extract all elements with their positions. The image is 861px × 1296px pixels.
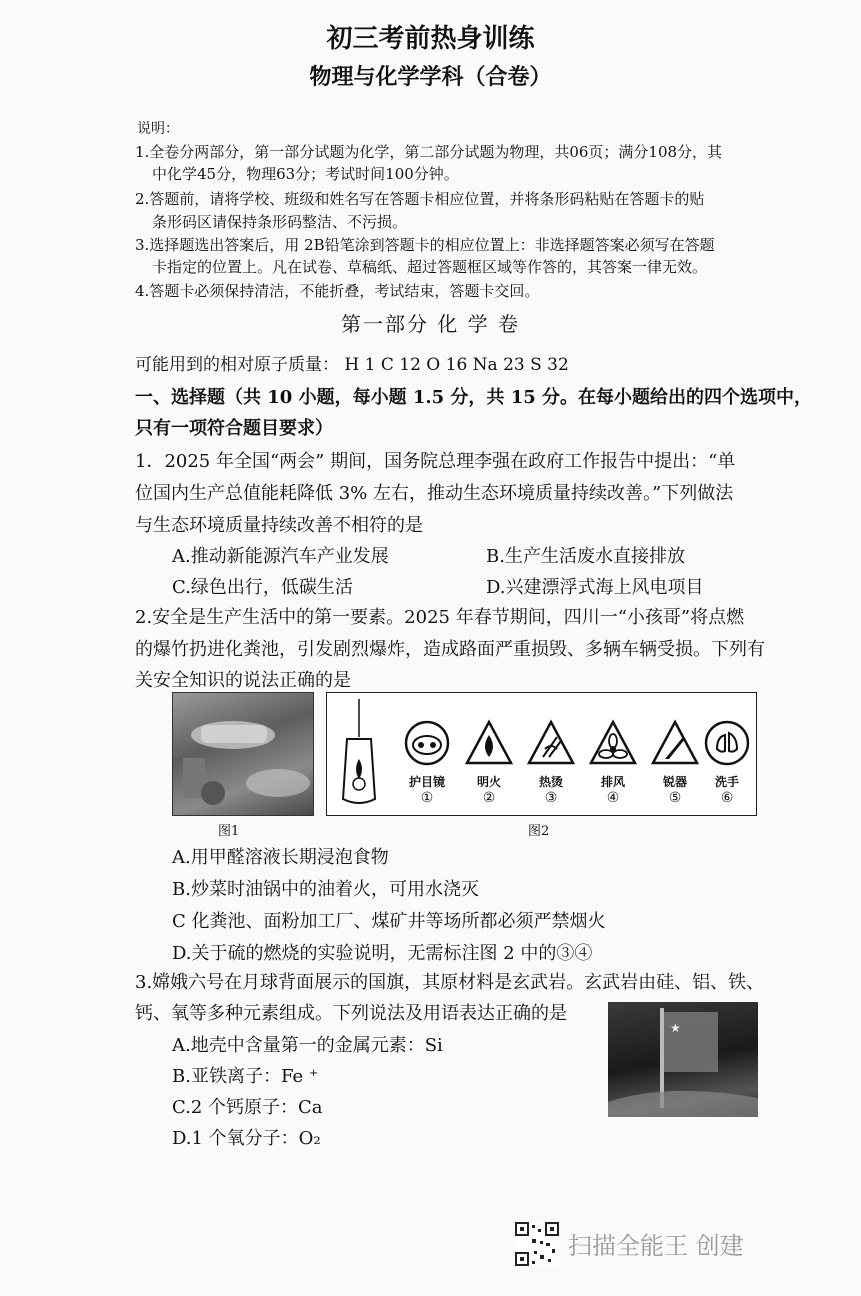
question-1-stem: 1．2025 年全国“两会” 期间，国务院总理李强在政府工作报告中提出：“单	[135, 451, 736, 472]
svg-text:★: ★	[670, 1021, 681, 1035]
q3-option-a: A.地壳中含量第一的金属元素：Si	[172, 1035, 443, 1056]
icon-label: 排风	[600, 775, 625, 789]
question-1-stem: 与生态环境质量持续改善不相符的是	[135, 515, 423, 536]
atomic-masses: 可能用到的相对原子质量： H 1 C 12 O 16 Na 23 S 32	[135, 355, 569, 375]
section-heading-cont: 只有一项符合题目要求）	[135, 418, 333, 439]
icon-label: 洗手	[714, 775, 739, 789]
question-3-stem: 3.嫦娥六号在月球背面展示的国旗，其原材料是玄武岩。玄武岩由硅、铝、铁、	[135, 972, 765, 993]
alcohol-lamp-icon	[335, 699, 383, 809]
note-line: 2.答题前，请将学校、班级和姓名写在答题卡相应位置，并将条形码粘贴在答题卡的贴	[135, 190, 705, 208]
flame-icon	[465, 719, 513, 767]
wash-hands-icon	[703, 719, 751, 767]
note-line: 条形码区请保持条形码整洁、不污损。	[152, 213, 408, 231]
goggles-icon	[403, 719, 451, 767]
section-heading: 一、选择题（共 10 小题，每小题 1.5 分，共 15 分。在每小题给出的四个选项中，	[135, 387, 813, 408]
sharp-icon	[651, 719, 699, 767]
q3-option-b: B.亚铁离子：Fe ⁺	[172, 1066, 319, 1087]
note-line: 3.选择题选出答案后，用 2B铅笔涂到答题卡的相应位置上：非选择题答案必须写在答题	[135, 236, 715, 254]
q2-option-b: B.炒菜时油锅中的油着火，可用水浇灭	[172, 879, 479, 900]
icon-number: ③	[544, 790, 558, 806]
notes-heading: 说明：	[137, 121, 179, 137]
question-2-stem: 的爆竹扔进化粪池，引发剧烈爆炸，造成路面严重损毁、多辆车辆受损。下列有	[135, 639, 765, 660]
icon-number: ②	[482, 790, 496, 806]
q1-option-c: C.绿色出行，低碳生活	[172, 577, 353, 598]
icon-number: ①	[420, 790, 434, 806]
fan-icon	[589, 719, 637, 767]
icon-label: 明火	[476, 775, 501, 789]
q3-option-c: C.2 个钙原子：Ca	[172, 1097, 323, 1118]
q3-option-d: D.1 个氧分子：O₂	[172, 1128, 321, 1149]
watermark-text: 扫描全能王 创建	[568, 1232, 744, 1260]
page-title: 初三考前热身训练	[326, 24, 535, 54]
qr-code-icon	[515, 1222, 559, 1266]
note-line: 4.答题卡必须保持清洁，不能折叠，考试结束，答题卡交回。	[135, 282, 540, 300]
note-line: 中化学45分，物理63分；考试时间100分钟。	[152, 165, 459, 183]
q1-option-d: D.兴建漂浮式海上风电项目	[486, 577, 704, 598]
icon-number: ⑤	[668, 790, 682, 806]
q1-option-a: A.推动新能源汽车产业发展	[172, 546, 389, 567]
part-title: 第一部分 化 学 卷	[340, 312, 521, 336]
page-subtitle: 物理与化学学科（合卷）	[309, 65, 552, 90]
q2-option-d: D.关于硫的燃烧的实验说明，无需标注图 2 中的③④	[172, 943, 593, 964]
icon-number: ④	[606, 790, 620, 806]
q2-option-c: C 化粪池、面粉加工厂、煤矿井等场所都必须严禁烟火	[172, 911, 606, 932]
q2-option-a: A.用甲醛溶液长期浸泡食物	[172, 847, 389, 868]
icon-number: ⑥	[720, 790, 734, 806]
question-3-stem: 钙、氧等多种元素组成。下列说法及用语表达正确的是	[135, 1003, 567, 1024]
note-line: 卡指定的位置上。凡在试卷、草稿纸、超过答题框区域等作答的，其答案一律无效。	[152, 258, 708, 276]
icon-label: 锐器	[662, 775, 687, 789]
question-1-stem: 位国内生产总值能耗降低 3% 左右，推动生态环境质量持续改善。”下列做法	[135, 483, 734, 504]
hot-icon	[527, 719, 575, 767]
question-2-stem: 2.安全是生产生活中的第一要素。2025 年春节期间，四川一“小孩哥”将点燃	[135, 607, 745, 628]
note-line: 1.全卷分两部分，第一部分试题为化学，第二部分试题为物理，共06页；满分108分，其	[135, 143, 723, 161]
q1-option-b: B.生产生活废水直接排放	[486, 546, 685, 567]
figure-1-photo	[172, 692, 314, 816]
figure-1-caption: 图1	[218, 824, 240, 839]
question-2-stem: 关安全知识的说法正确的是	[135, 670, 351, 691]
icon-label: 护目镜	[408, 775, 445, 789]
moon-flag-photo	[608, 1002, 758, 1117]
figure-2-safety-icons	[326, 692, 757, 816]
figure-2-caption: 图2	[528, 824, 550, 839]
icon-label: 热烫	[538, 775, 563, 789]
